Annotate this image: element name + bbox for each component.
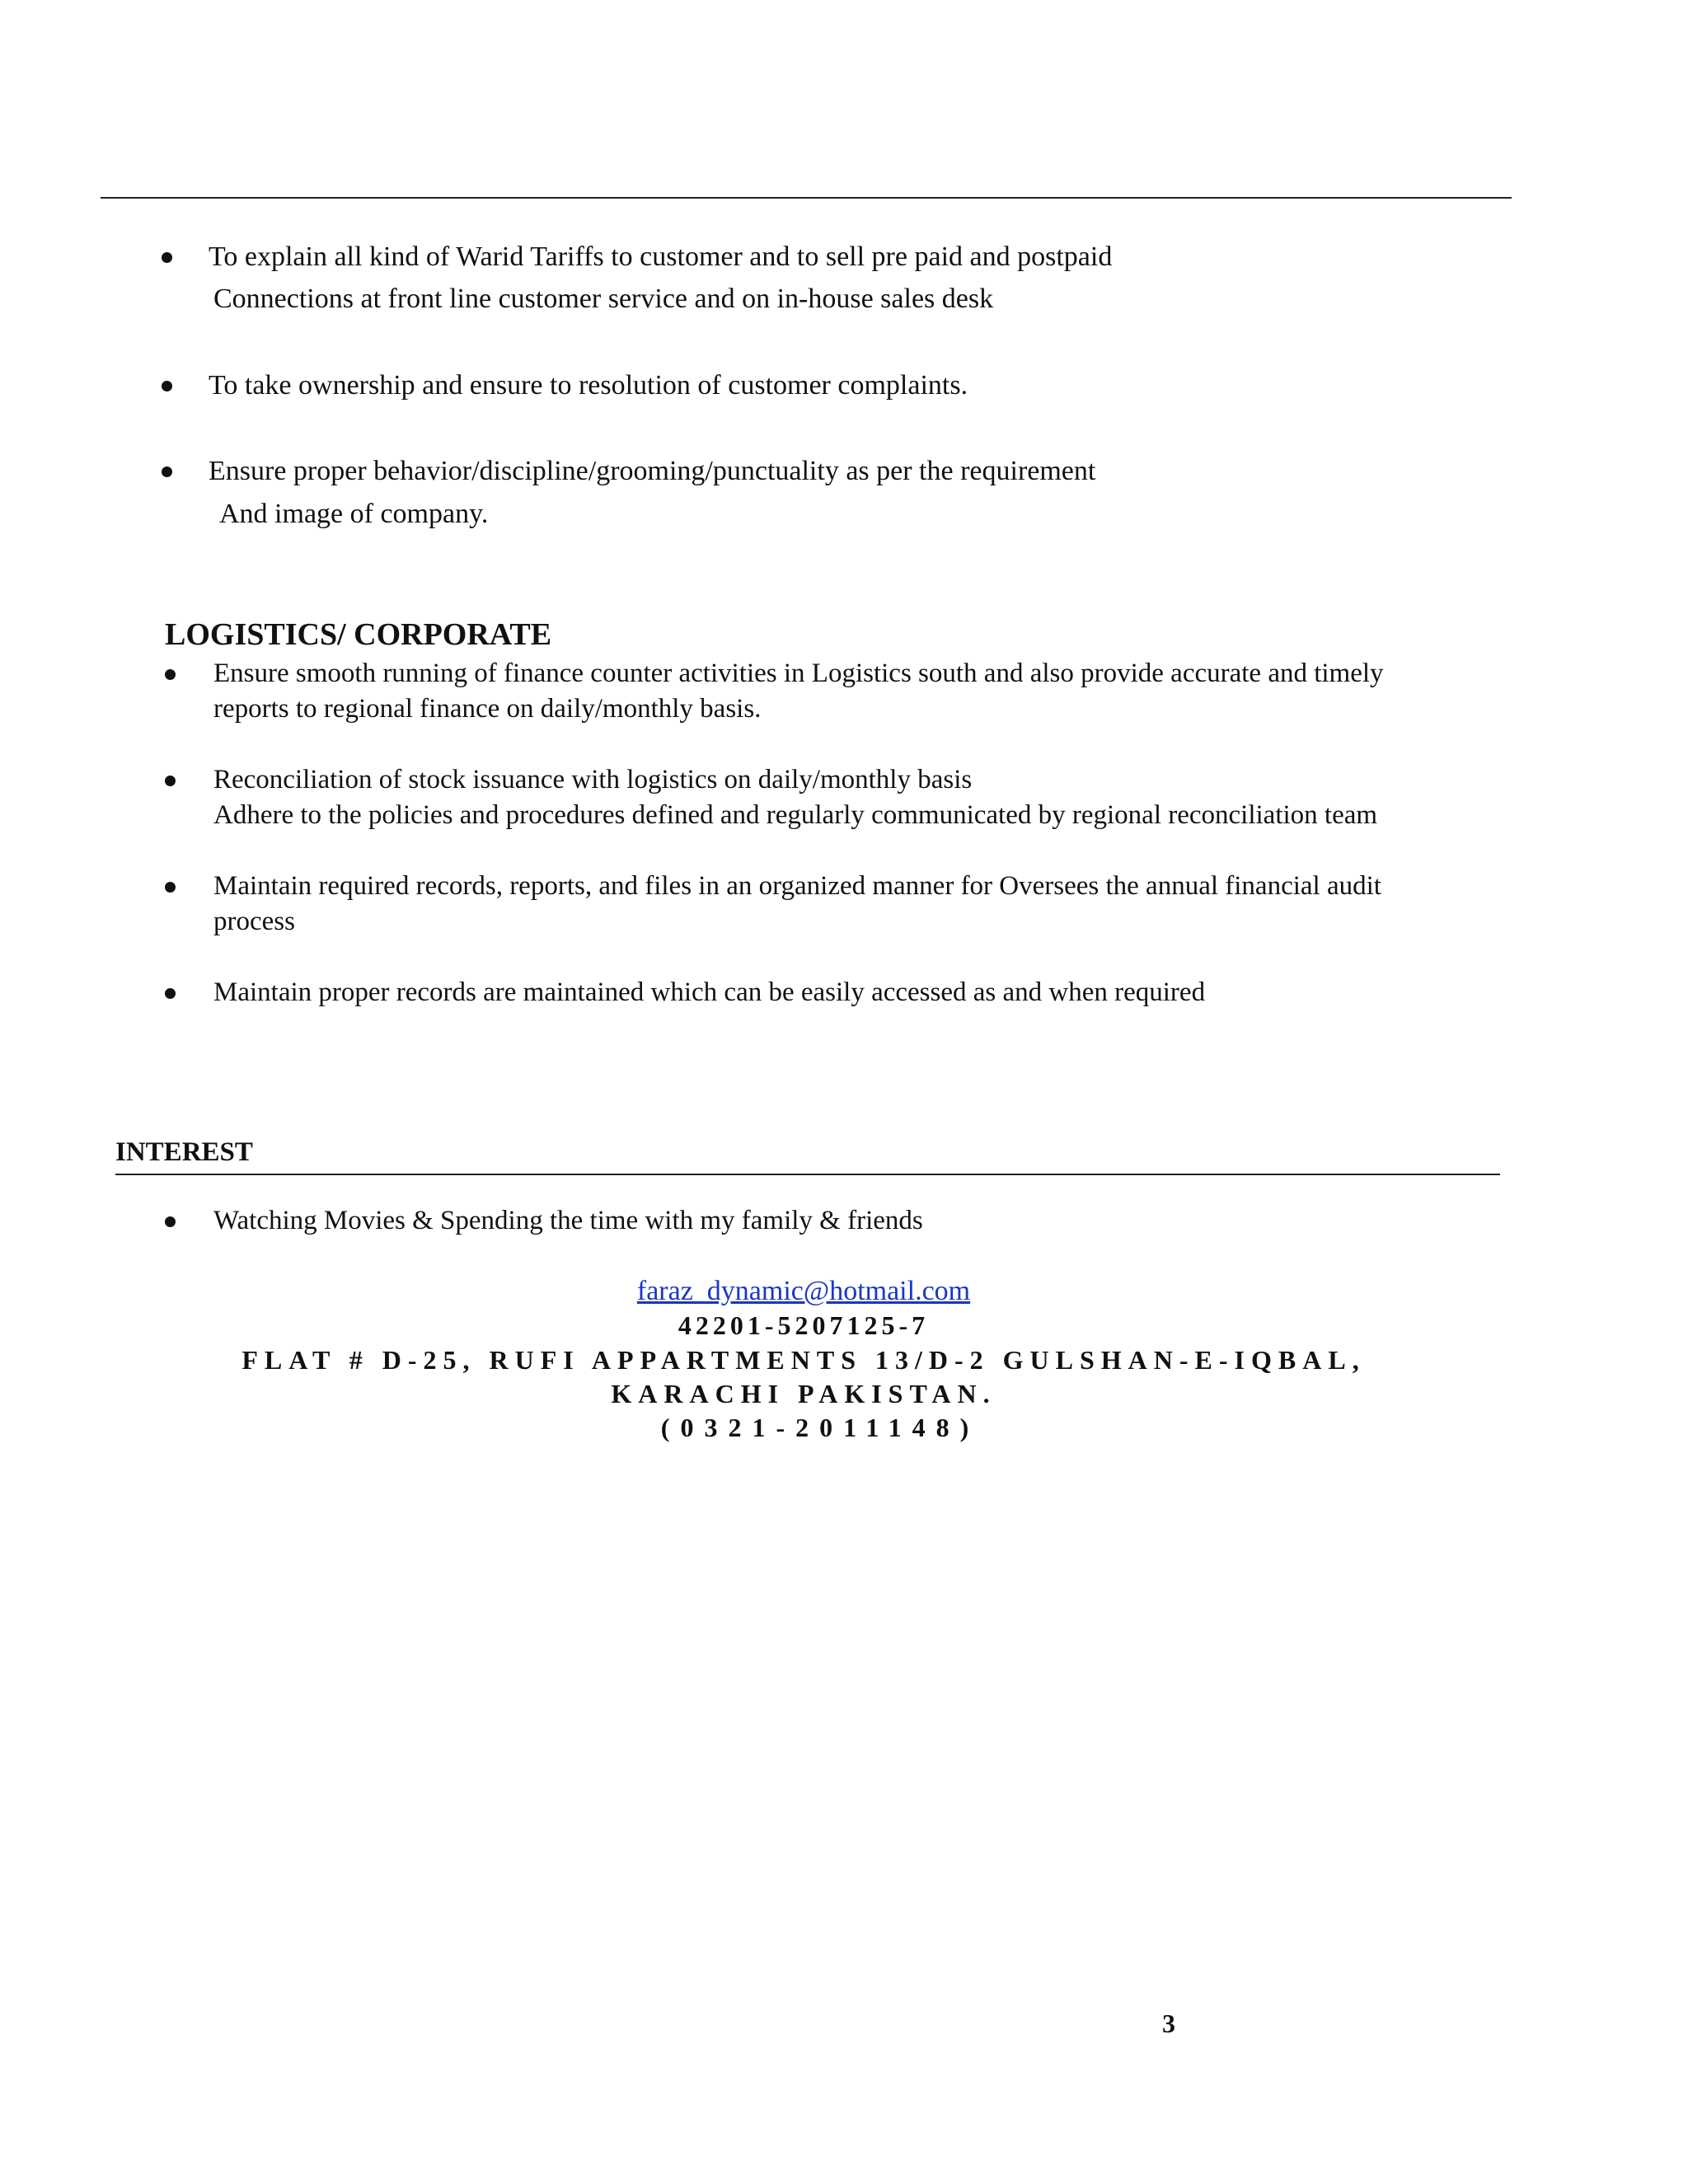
list-item-line: Adhere to the policies and procedures defined and regularly communicated by regional reconciliation team [213, 800, 1378, 830]
list-item-line: And image of company. [219, 499, 489, 529]
email-link[interactable]: faraz_dynamic@hotmail.com [636, 1276, 971, 1306]
page-number: 3 [1162, 2008, 1175, 2038]
bullet-icon [165, 882, 176, 893]
bullet-icon [165, 988, 176, 999]
section-heading-logistics: LOGISTICS/ CORPORATE [165, 617, 552, 652]
bullet-icon [165, 1216, 176, 1227]
list-item-line: Reconciliation of stock issuance with logistics on daily/monthly basis [213, 765, 973, 794]
list-item-line: reports to regional finance on daily/monthly basis. [213, 694, 762, 724]
list-item-line: Ensure smooth running of finance counter activities in Logistics south and also provide accurate and timely [213, 658, 1384, 688]
bullet-icon [165, 669, 176, 680]
list-item-line: To explain all kind of Warid Tariffs to customer and to sell pre paid and postpaid [209, 241, 1113, 272]
list-item-line: To take ownership and ensure to resolution of customer complaints. [209, 370, 968, 401]
cnic-number: 42201-5207125-7 [678, 1310, 930, 1340]
bullet-icon [162, 252, 172, 263]
list-item-line: Watching Movies & Spending the time with my family & friends [213, 1206, 923, 1235]
address-line-2: KARACHI PAKISTAN. [611, 1379, 996, 1408]
list-item-line: Connections at front line customer service and on in-house sales desk [213, 284, 994, 314]
list-item-line: Ensure proper behavior/discipline/grooming/punctuality as per the requirement [209, 456, 1096, 486]
list-item-line: Maintain proper records are maintained which can be easily accessed as and when required [213, 977, 1206, 1007]
phone-number: (0321-2011148) [660, 1413, 980, 1442]
address-line-1: FLAT # D-25, RUFI APPARTMENTS 13/D-2 GULSHAN-E-IQBAL, [241, 1345, 1366, 1375]
bullet-icon [162, 466, 172, 477]
bullet-icon [162, 381, 172, 391]
interest-divider [115, 1174, 1500, 1175]
top-divider [101, 197, 1512, 199]
bullet-icon [165, 776, 176, 786]
section-heading-interest: INTEREST [115, 1137, 253, 1167]
list-item-line: Maintain required records, reports, and files in an organized manner for Oversees the annual financial audit [213, 871, 1381, 901]
list-item-line: process [213, 907, 295, 936]
